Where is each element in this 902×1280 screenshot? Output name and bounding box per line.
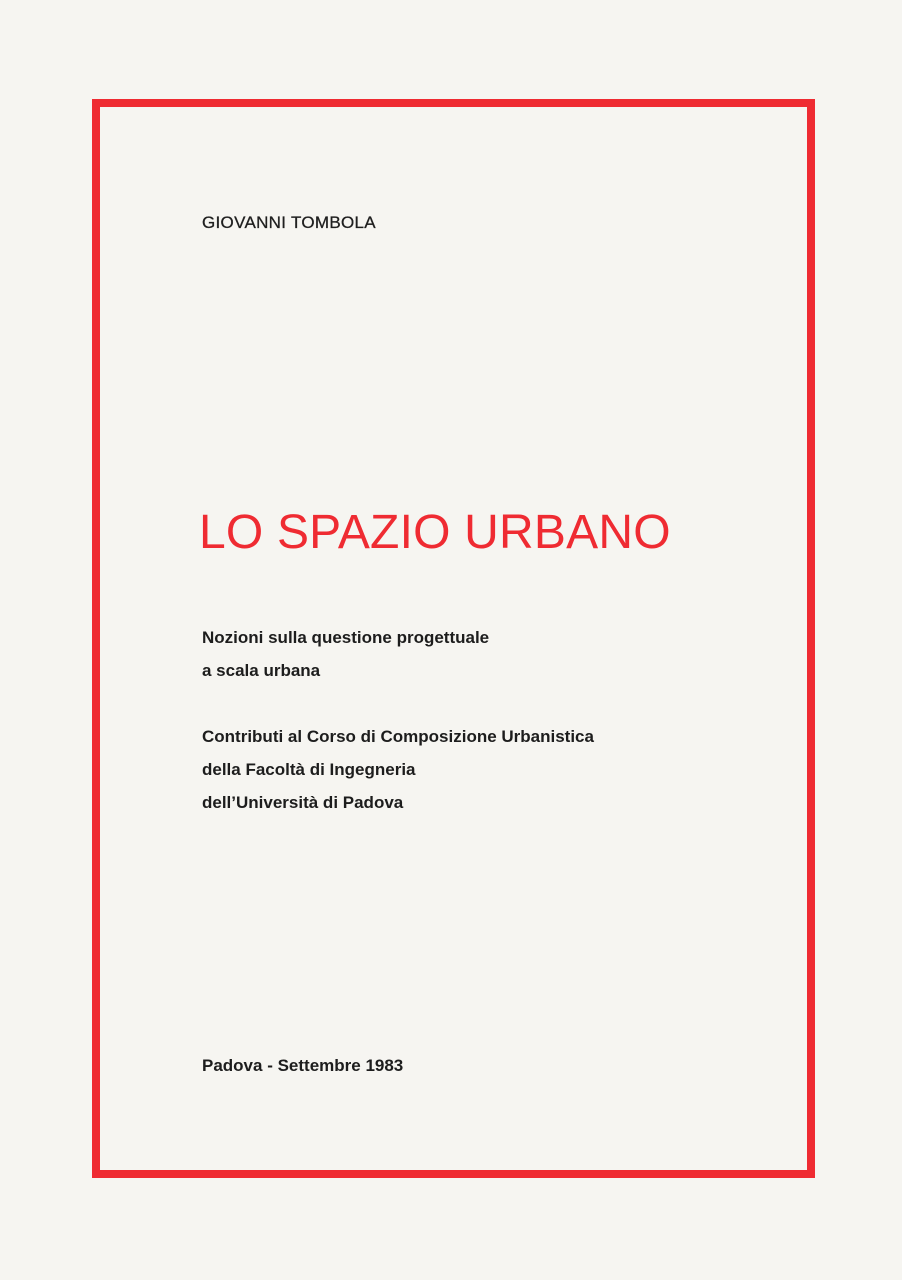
subtitle — [202, 621, 489, 687]
author-name: GIOVANNI TOMBOLA — [202, 213, 376, 232]
course-description — [202, 720, 594, 819]
book-title: LO SPAZIO URBANO — [199, 506, 671, 559]
subtitle-line: a scala urbana — [202, 661, 321, 680]
course-line: della Facoltà di Ingegneria — [202, 760, 416, 779]
place-and-date: Padova - Settembre 1983 — [202, 1056, 404, 1075]
subtitle-line: Nozioni sulla questione progettuale — [202, 628, 490, 647]
course-line: Contributi al Corso di Composizione Urbanistica — [202, 727, 594, 746]
course-line: dell’Università di Padova — [202, 793, 404, 812]
